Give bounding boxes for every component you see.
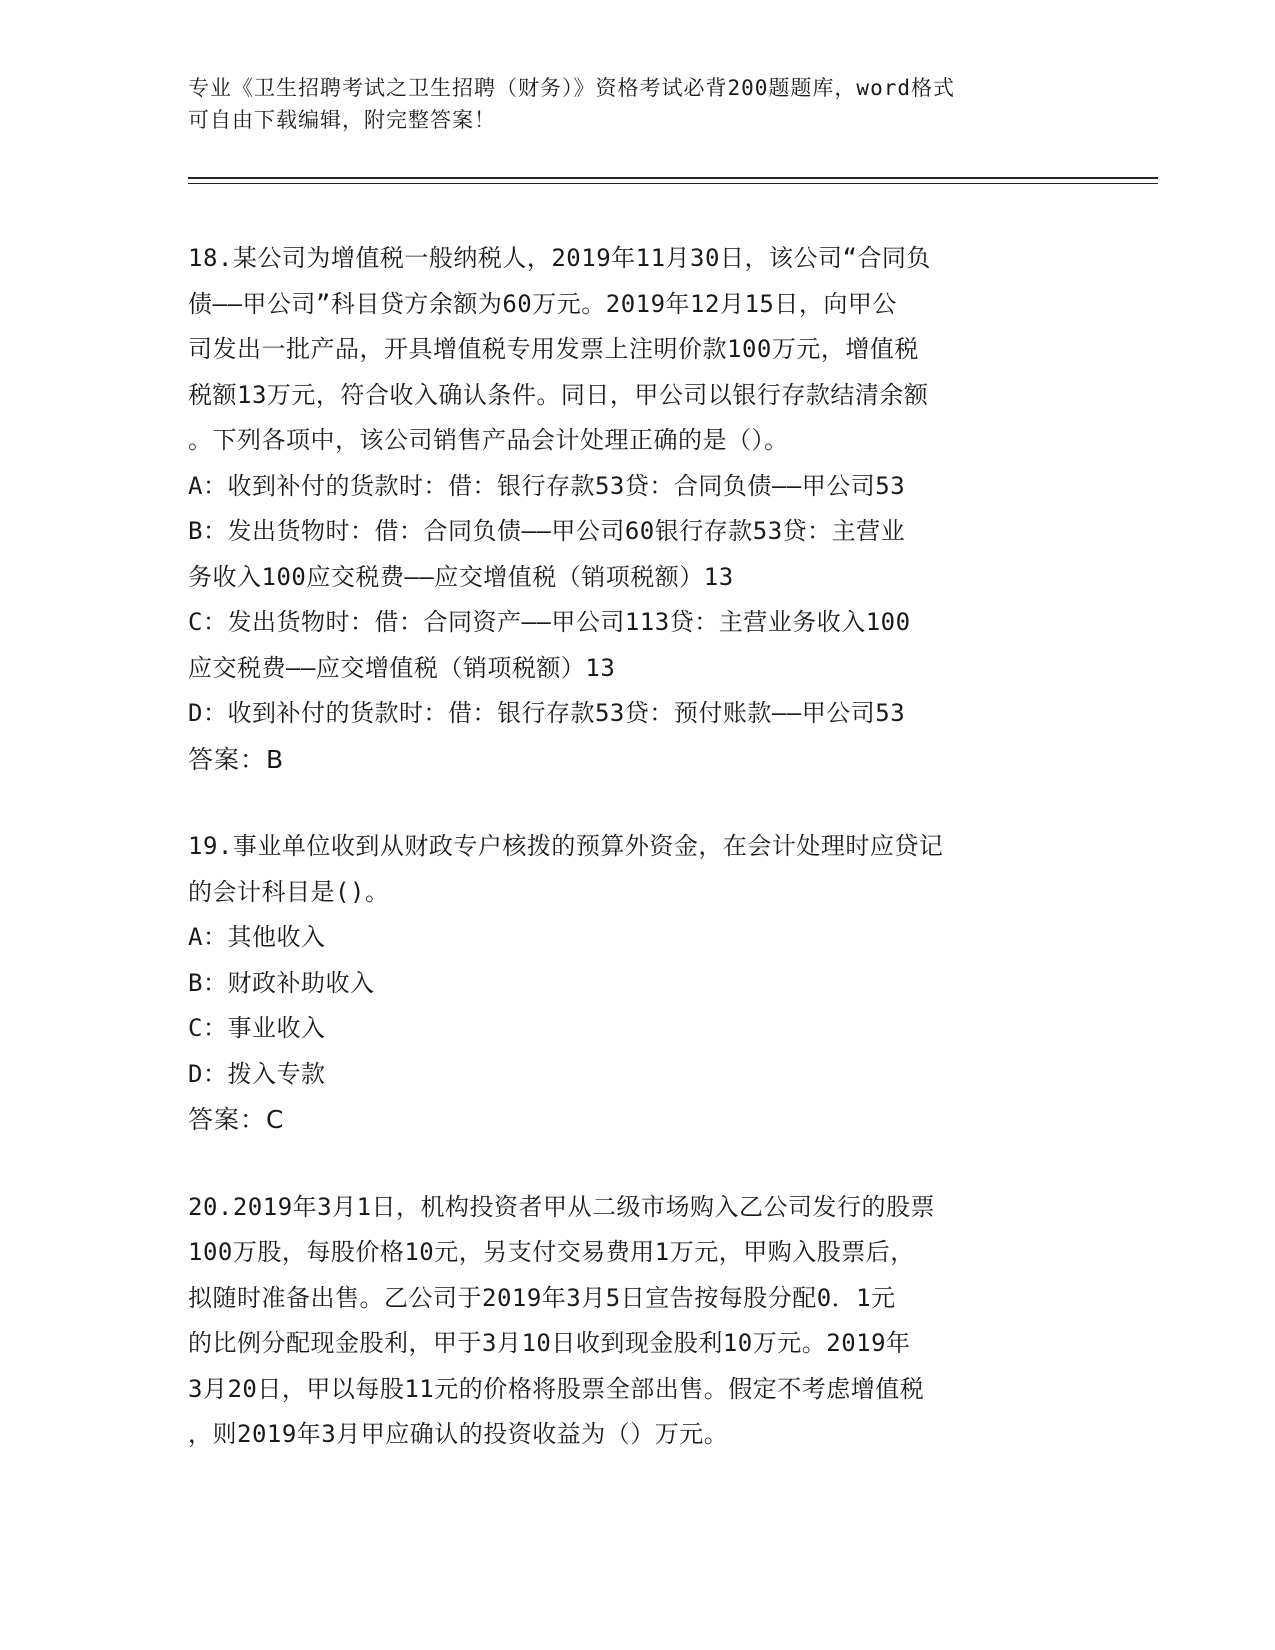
- question-20: [188, 1185, 1088, 1458]
- question-stem-line: 18.某公司为增值税一般纳税人，2019年11月30日，该公司“合同负: [188, 244, 931, 272]
- question-stem-line: 拟随时准备出售。乙公司于2019年3月5日宣告按每股分配0．1元: [188, 1283, 896, 1312]
- option-d: D：拨入专款: [188, 1059, 326, 1088]
- option-c: C：发出货物时：借：合同资产——甲公司113贷：主营业务收入100: [188, 608, 911, 636]
- option-c: C：事业收入: [188, 1014, 326, 1042]
- option-d: D：收到补付的货款时：借：银行存款53贷：预付账款——甲公司53: [188, 699, 906, 727]
- answer-label: 答案：B: [188, 744, 285, 774]
- question-stem-line: 19.事业单位收到从财政专户核拨的预算外资金，在会计处理时应贷记: [188, 832, 944, 860]
- option-a: A：其他收入: [188, 923, 326, 951]
- option-b: B：发出货物时：借：合同负债——甲公司60银行存款53贷：主营业: [188, 517, 906, 545]
- question-19: [188, 824, 1088, 1143]
- question-stem-line: 20.2019年3月1日，机构投资者甲从二级市场购入乙公司发行的股票: [188, 1192, 936, 1221]
- header-line-2: 可自由下载编辑，附完整答案！: [188, 108, 496, 132]
- question-stem-line: 100万股，每股价格10元，另支付交易费用1万元，甲购入股票后，: [188, 1238, 915, 1266]
- page-header: [188, 72, 1068, 136]
- question-stem-line: 的会计科目是()。: [188, 877, 390, 906]
- question-stem-line: 。下列各项中，该公司销售产品会计处理正确的是（）。: [188, 426, 789, 454]
- question-18: [188, 236, 1088, 782]
- header-divider-thick: [188, 177, 1158, 179]
- option-c-continued: 应交税费——应交增值税（销项税额）13: [188, 653, 616, 682]
- option-b: B：财政补助收入: [188, 968, 375, 997]
- question-stem-line: 司发出一批产品，开具增值税专用发票上注明价款100万元，增值税: [188, 335, 919, 363]
- answer-label: 答案：C: [188, 1105, 285, 1134]
- question-stem-line: 的比例分配现金股利，甲于3月10日收到现金股利10万元。2019年: [188, 1329, 911, 1357]
- option-b-continued: 务收入100应交税费——应交增值税（销项税额）13: [188, 562, 734, 591]
- header-divider-thin: [188, 183, 1158, 184]
- header-line-1: 专业《卫生招聘考试之卫生招聘（财务）》资格考试必背200题题库，word格式: [188, 76, 955, 100]
- option-a: A：收到补付的货款时：借：银行存款53贷：合同负债——甲公司53: [188, 471, 906, 500]
- question-stem-line: 债——甲公司”科目贷方余额为60万元。2019年12月15日，向甲公: [188, 289, 897, 318]
- question-stem-line: 税额13万元，符合收入确认条件。同日，甲公司以银行存款结清余额: [188, 380, 929, 409]
- question-list: [188, 236, 1088, 1500]
- question-stem-line: ，则2019年3月甲应确认的投资收益为（）万元。: [188, 1420, 729, 1448]
- question-stem-line: 3月20日，甲以每股11元的价格将股票全部出售。假定不考虑增值税: [188, 1374, 925, 1403]
